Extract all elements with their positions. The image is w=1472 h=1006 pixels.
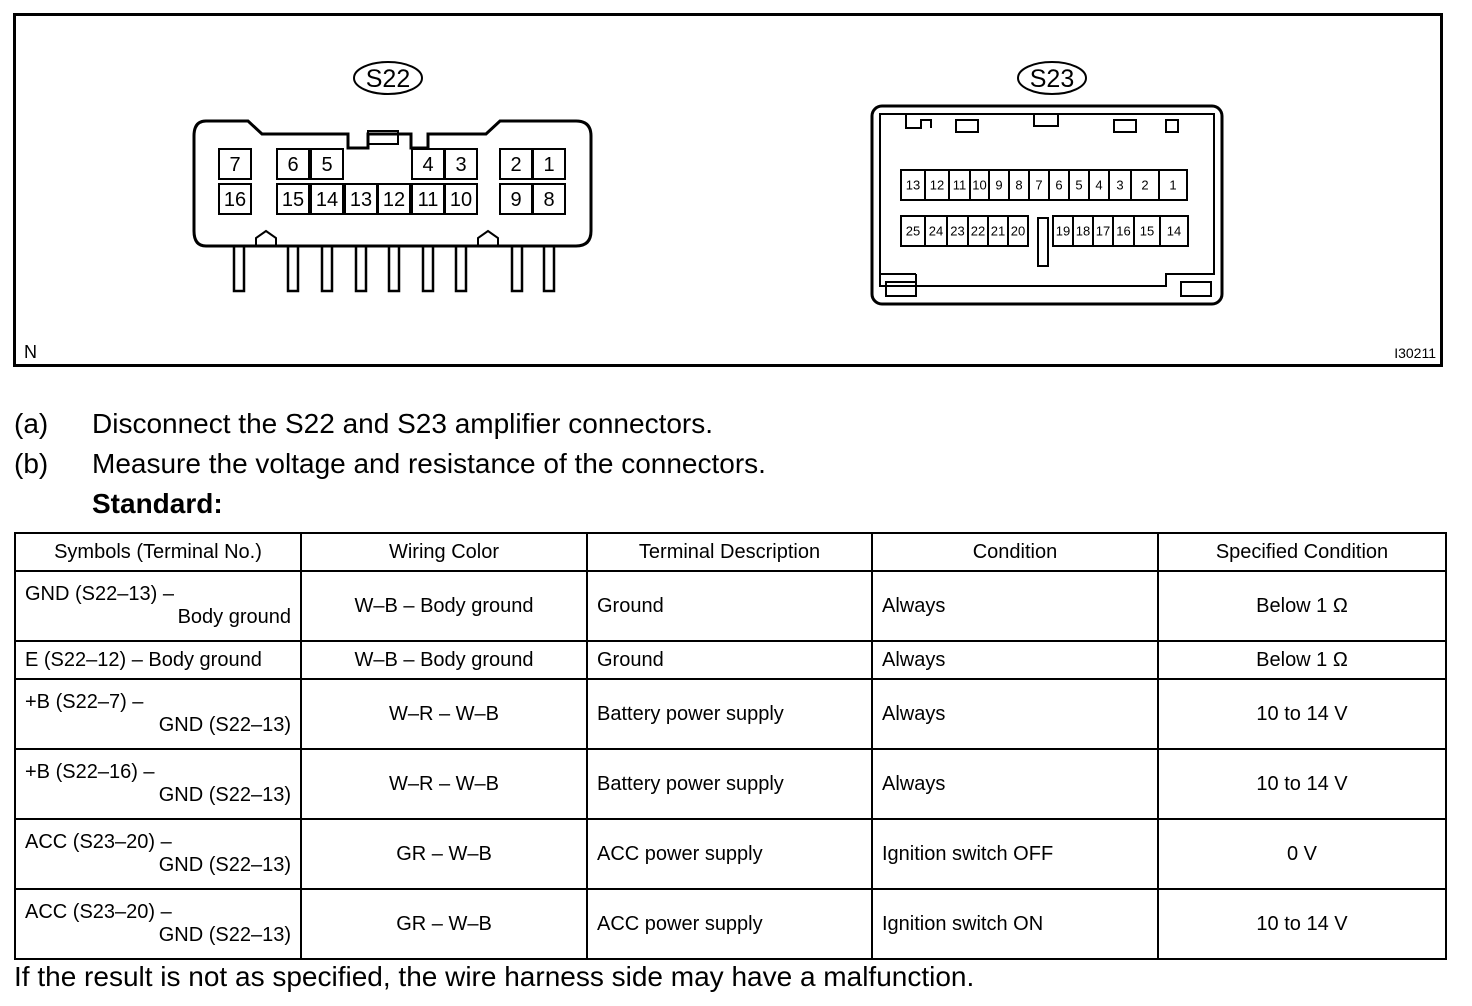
s23-cavity: 12 (929, 177, 945, 193)
cell-terminal-description: Ground (587, 571, 872, 641)
cell-wiring-color: GR – W–B (301, 819, 587, 889)
s22-cavity: 12 (382, 189, 406, 212)
symbols-line-1: +B (S22–16) – (25, 761, 155, 783)
figure-corner-label: N (24, 342, 37, 362)
specification-table (14, 532, 1447, 960)
s23-cavity: 2 (1141, 177, 1149, 193)
s23-cavity: 19 (1055, 223, 1071, 239)
s23-cavity: 16 (1116, 223, 1131, 239)
s23-cavity: 23 (950, 223, 965, 239)
header-symbols: Symbols (Terminal No.) (15, 533, 301, 571)
s22-cavities (219, 149, 565, 214)
table-row (15, 749, 1446, 819)
table-row (15, 679, 1446, 749)
connector-diagram (13, 13, 1443, 367)
s23-label: S23 (1029, 65, 1075, 93)
s23-cavities (901, 170, 1188, 246)
symbols-line-2: GND (S22–13) (158, 924, 291, 946)
cell-wiring-color: W–R – W–B (301, 679, 587, 749)
s23-cavity: 22 (970, 223, 986, 239)
s22-cavity: 4 (422, 154, 434, 177)
figure-id: I30211 (1394, 345, 1436, 361)
cell-specified-condition: 0 V (1158, 819, 1446, 889)
s23-cavity: 7 (1035, 177, 1043, 193)
step-text: Measure the voltage and resistance of the connectors. (92, 448, 766, 479)
s23-cavity: 25 (905, 223, 921, 239)
cell-specified-condition: 10 to 14 V (1158, 749, 1446, 819)
symbols-line-1: GND (S22–13) – (25, 583, 174, 605)
connector-drawing (16, 16, 1440, 364)
s23-cavity: 8 (1015, 177, 1023, 193)
s22-cavity: 16 (223, 189, 247, 212)
s23-cavity: 4 (1095, 177, 1103, 193)
s23-cavity: 9 (995, 177, 1003, 193)
symbols-line-1: +B (S22–7) – (25, 691, 144, 713)
s23-cavity: 15 (1139, 223, 1155, 239)
s23-cavity: 1 (1169, 177, 1177, 193)
s22-cavity: 9 (510, 189, 522, 212)
symbols-line-2: GND (S22–13) (158, 714, 291, 736)
s23-cavity: 21 (990, 223, 1006, 239)
cell-symbols (15, 889, 301, 959)
s23-cavity: 10 (972, 177, 987, 193)
step-text: Disconnect the S22 and S23 amplifier connectors. (92, 408, 714, 439)
cell-symbols (15, 749, 301, 819)
cell-symbols (15, 679, 301, 749)
s23-cavity: 13 (905, 177, 921, 193)
cell-terminal-description: Battery power supply (587, 749, 872, 819)
s23-cavity: 18 (1075, 223, 1091, 239)
cell-symbols (15, 819, 301, 889)
s22-cavity: 10 (449, 189, 473, 212)
s23-cavity: 20 (1010, 223, 1026, 239)
symbols-line-2: GND (S22–13) (158, 854, 291, 876)
s22-cavity: 7 (229, 154, 241, 177)
s22-cavity: 3 (455, 154, 467, 177)
s22-cavity: 13 (349, 189, 373, 212)
header-condition: Condition (872, 533, 1158, 571)
header-specified-condition: Specified Condition (1158, 533, 1446, 571)
s22-cavity: 14 (315, 189, 339, 212)
cell-symbols (15, 641, 301, 679)
cell-terminal-description: Battery power supply (587, 679, 872, 749)
cell-specified-condition: Below 1 Ω (1158, 571, 1446, 641)
header-terminal-description: Terminal Description (587, 533, 872, 571)
step-label: (b) (14, 448, 49, 479)
step-label: (a) (14, 408, 49, 439)
cell-condition: Always (872, 749, 1158, 819)
cell-condition: Ignition switch ON (872, 889, 1158, 959)
s23-connector (872, 106, 1222, 304)
table-row (15, 571, 1446, 641)
s22-cavity: 15 (281, 189, 305, 212)
symbols-line-1: ACC (S23–20) – (25, 901, 172, 923)
cell-wiring-color: GR – W–B (301, 889, 587, 959)
cell-condition: Always (872, 641, 1158, 679)
cell-condition: Always (872, 679, 1158, 749)
cell-condition: Always (872, 571, 1158, 641)
cell-terminal-description: ACC power supply (587, 889, 872, 959)
symbols-line-1: ACC (S23–20) – (25, 831, 172, 853)
s23-cavity: 5 (1075, 177, 1083, 193)
s23-cavity: 3 (1116, 177, 1124, 193)
symbols-line-1: E (S22–12) – Body ground (25, 648, 262, 671)
s23-cavity: 17 (1095, 223, 1111, 239)
cell-wiring-color: W–R – W–B (301, 749, 587, 819)
s22-cavity: 2 (510, 154, 522, 177)
symbols-line-2: Body ground (177, 606, 291, 628)
s22-cavity: 1 (543, 154, 555, 177)
cell-specified-condition: 10 to 14 V (1158, 679, 1446, 749)
cell-specified-condition: 10 to 14 V (1158, 889, 1446, 959)
s23-cavity: 14 (1166, 223, 1182, 239)
s23-cavity: 11 (952, 177, 967, 193)
header-wiring-color: Wiring Color (301, 533, 587, 571)
cell-terminal-description: Ground (587, 641, 872, 679)
s23-cavity: 24 (928, 223, 944, 239)
table-row (15, 889, 1446, 959)
cell-symbols (15, 571, 301, 641)
cell-wiring-color: W–B – Body ground (301, 571, 587, 641)
s22-cavity: 11 (417, 189, 439, 212)
s22-cavity: 5 (321, 154, 333, 177)
s22-cavity: 6 (287, 154, 299, 177)
footer-note: If the result is not as specified, the wire harness side may have a malfunction. (14, 961, 975, 992)
table-row (15, 641, 1446, 679)
s23-cavity: 6 (1055, 177, 1063, 193)
cell-terminal-description: ACC power supply (587, 819, 872, 889)
s22-cavity: 8 (543, 189, 555, 212)
table-row (15, 819, 1446, 889)
cell-condition: Ignition switch OFF (872, 819, 1158, 889)
symbols-line-2: GND (S22–13) (158, 784, 291, 806)
cell-specified-condition: Below 1 Ω (1158, 641, 1446, 679)
cell-wiring-color: W–B – Body ground (301, 641, 587, 679)
s22-label: S22 (365, 65, 411, 93)
table-header-row (15, 533, 1446, 571)
